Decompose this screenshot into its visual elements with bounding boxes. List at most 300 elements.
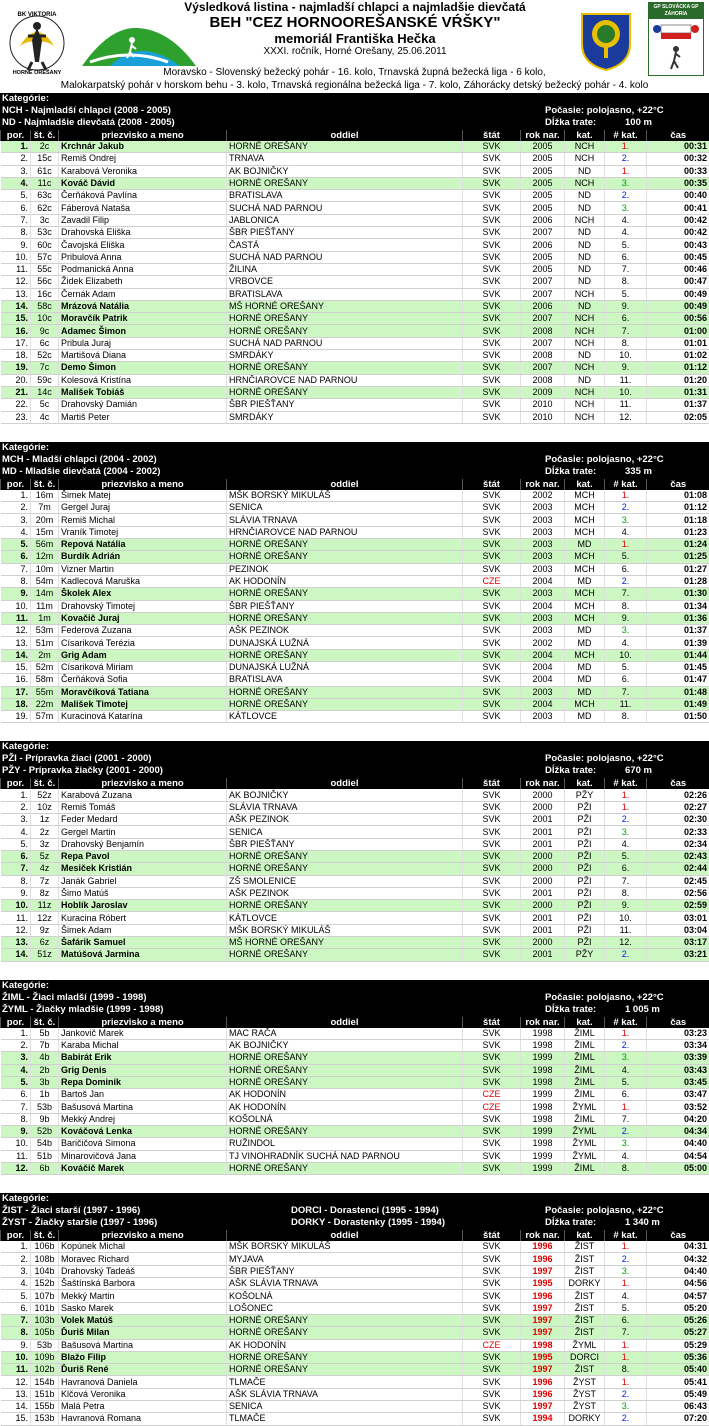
cell-category: ŽIML (565, 1113, 605, 1125)
cell-category: MD (565, 575, 605, 587)
cell-category: MD (565, 637, 605, 649)
cell-category: ŽIST (565, 1327, 605, 1339)
cell-name: Grig Denis (59, 1064, 227, 1076)
cell-time: 02:26 (647, 789, 709, 801)
cell-bib: 54m (31, 575, 59, 587)
cell-name: Šaštínská Barbora (59, 1278, 227, 1290)
cell-time: 01:37 (647, 625, 709, 637)
cell-time: 01:24 (647, 539, 709, 551)
cell-time: 05:41 (647, 1376, 709, 1388)
cell-club: HORNÉ OREŠANY (227, 362, 463, 374)
cell-name: Bašusová Martina (59, 1101, 227, 1113)
table-header-row (1, 1017, 709, 1028)
cell-category-place: 2. (605, 190, 647, 202)
cell-place: 12. (1, 625, 31, 637)
cell-club: HORNÉ OREŠANY (227, 141, 463, 153)
table-row (1, 1302, 709, 1314)
page-header (0, 0, 709, 92)
table-row (1, 649, 709, 661)
category-line-1: ŽIML - Žiaci mladší (1999 - 1998) (2, 992, 147, 1004)
cell-place: 12. (1, 1162, 31, 1174)
cell-time: 04:40 (647, 1265, 709, 1277)
cell-name: Martišová Diana (59, 350, 227, 362)
cell-birth-year: 1999 (521, 1089, 565, 1101)
cell-time: 00:49 (647, 300, 709, 312)
cell-category-place: 5. (605, 1076, 647, 1088)
cell-place: 3. (1, 514, 31, 526)
cell-category-place: 6. (605, 674, 647, 686)
cell-club: MŠ HORNÉ OREŠANY (227, 300, 463, 312)
cell-category: MCH (565, 563, 605, 575)
cell-place: 23. (1, 411, 31, 423)
cell-category: NCH (565, 386, 605, 398)
cell-birth-year: 2006 (521, 214, 565, 226)
cell-category-place: 2. (605, 153, 647, 165)
cell-bib: 8z (31, 887, 59, 899)
table-row (1, 399, 709, 411)
cell-birth-year: 1999 (521, 1126, 565, 1138)
cell-birth-year: 2005 (521, 153, 565, 165)
cell-club: AŠK SLÁVIA TRNAVA (227, 1278, 463, 1290)
cell-country: SVK (463, 313, 521, 325)
cell-country: SVK (463, 514, 521, 526)
cell-place: 8. (1, 875, 31, 887)
cell-time: 01:34 (647, 600, 709, 612)
cell-club: SUCHÁ NAD PARNOU (227, 337, 463, 349)
table-row (1, 239, 709, 251)
results-sections (0, 93, 709, 1426)
table-row (1, 826, 709, 838)
cell-country: SVK (463, 612, 521, 624)
cell-place: 9. (1, 1339, 31, 1351)
table-row (1, 875, 709, 887)
cell-place: 19. (1, 362, 31, 374)
cell-bib: 53b (31, 1101, 59, 1113)
category-line-2: ND - Najmladšie dievčatá (2008 - 2005) (2, 117, 175, 129)
cell-bib: 52c (31, 350, 59, 362)
column-header-bib: št. č. (31, 130, 59, 141)
category-line-2: ŽYST - Žiačky staršie (1997 - 1996) (2, 1217, 157, 1229)
cell-club: RUŽINDOL (227, 1138, 463, 1150)
cell-birth-year: 1998 (521, 1028, 565, 1040)
cell-time: 03:21 (647, 949, 709, 961)
cell-category-place: 11. (605, 399, 647, 411)
cell-club: ČASTÁ (227, 239, 463, 251)
results-table (0, 1017, 709, 1176)
cell-category-place: 2. (605, 502, 647, 514)
cell-category: PŽI (565, 924, 605, 936)
cell-place: 16. (1, 325, 31, 337)
cell-time: 02:33 (647, 826, 709, 838)
cell-birth-year: 2003 (521, 686, 565, 698)
cell-bib: 153b (31, 1413, 59, 1425)
table-row (1, 1150, 709, 1162)
cell-category-place: 6. (605, 563, 647, 575)
cell-name: Šafárik Samuel (59, 937, 227, 949)
cell-name: Černák Adam (59, 288, 227, 300)
cell-birth-year: 2003 (521, 625, 565, 637)
table-row (1, 637, 709, 649)
cell-birth-year: 2002 (521, 490, 565, 502)
cell-time: 03:23 (647, 1028, 709, 1040)
cell-category-place: 9. (605, 900, 647, 912)
cell-category-place: 4. (605, 1150, 647, 1162)
cell-place: 7. (1, 214, 31, 226)
edition-line: XXXI. ročník, Horné Orešany, 25.06.2011 (140, 46, 570, 58)
cell-place: 18. (1, 698, 31, 710)
cell-club: BRATISLAVA (227, 674, 463, 686)
table-row (1, 411, 709, 423)
table-header-row (1, 1230, 709, 1241)
cell-category-place: 2. (605, 949, 647, 961)
cell-category-place: 3. (605, 1052, 647, 1064)
cell-country: SVK (463, 698, 521, 710)
cell-bib: 1m (31, 612, 59, 624)
cell-club: HORNÉ OREŠANY (227, 1162, 463, 1174)
cell-club: HRNČIAROVCE NAD PARNOU (227, 374, 463, 386)
cell-place: 6. (1, 202, 31, 214)
cell-place: 5. (1, 1076, 31, 1088)
cell-country: SVK (463, 649, 521, 661)
cell-country: SVK (463, 887, 521, 899)
cell-category-place: 5. (605, 661, 647, 673)
cell-place: 8. (1, 575, 31, 587)
cell-club: TLMAČE (227, 1413, 463, 1425)
cell-birth-year: 2001 (521, 887, 565, 899)
cell-country: SVK (463, 686, 521, 698)
cell-bib: 61c (31, 165, 59, 177)
cell-category-place: 12. (605, 937, 647, 949)
cell-category: NCH (565, 325, 605, 337)
cell-place: 4. (1, 177, 31, 189)
cell-bib: 4z (31, 863, 59, 875)
cell-birth-year: 2008 (521, 325, 565, 337)
cell-bib: 60c (31, 239, 59, 251)
cell-time: 00:49 (647, 288, 709, 300)
cell-category-place: 4. (605, 637, 647, 649)
cell-category: PŽI (565, 850, 605, 862)
cell-birth-year: 1998 (521, 1339, 565, 1351)
cell-time: 01:39 (647, 637, 709, 649)
column-header-club: oddiel (227, 479, 463, 490)
cell-time: 03:43 (647, 1064, 709, 1076)
cell-bib: 4b (31, 1052, 59, 1064)
cell-time: 01:50 (647, 711, 709, 723)
cell-name: Karabová Veronika (59, 165, 227, 177)
cell-birth-year: 2007 (521, 362, 565, 374)
cell-name: Čerňáková Pavlína (59, 190, 227, 202)
column-header-time: čas (647, 479, 709, 490)
table-row (1, 227, 709, 239)
cell-birth-year: 2004 (521, 661, 565, 673)
cell-place: 1. (1, 1241, 31, 1253)
cell-club: HORNÉ OREŠANY (227, 1351, 463, 1363)
cell-bib: 105b (31, 1327, 59, 1339)
table-row (1, 900, 709, 912)
table-row (1, 1327, 709, 1339)
cell-country: SVK (463, 141, 521, 153)
cell-category: MCH (565, 600, 605, 612)
cell-country: SVK (463, 789, 521, 801)
cell-birth-year: 2005 (521, 263, 565, 275)
cell-category: NCH (565, 399, 605, 411)
cell-birth-year: 2006 (521, 239, 565, 251)
cell-category-place: 6. (605, 313, 647, 325)
cell-club: AŠK SLÁVIA TRNAVA (227, 1388, 463, 1400)
distance-label: Dĺžka trate: (545, 765, 596, 777)
cell-place: 10. (1, 600, 31, 612)
cell-category: ŽYST (565, 1401, 605, 1413)
category-label: Kategórie: (2, 980, 49, 992)
cell-name: Čavojská Eliška (59, 239, 227, 251)
cell-club: AK HODONÍN (227, 1089, 463, 1101)
cell-bib: 53m (31, 625, 59, 637)
cell-birth-year: 2005 (521, 165, 565, 177)
cell-time: 00:32 (647, 153, 709, 165)
cell-club: ŽILINA (227, 263, 463, 275)
cell-place: 11. (1, 1364, 31, 1376)
cell-country: SVK (463, 362, 521, 374)
cell-time: 01:18 (647, 514, 709, 526)
cell-country: SVK (463, 1138, 521, 1150)
cell-club: MAC RAČA (227, 1028, 463, 1040)
cell-place: 13. (1, 288, 31, 300)
cell-club: SENICA (227, 826, 463, 838)
cell-place: 15. (1, 661, 31, 673)
cell-birth-year: 1996 (521, 1376, 565, 1388)
column-header-place: por. (1, 778, 31, 789)
table-row (1, 251, 709, 263)
cell-bib: 12z (31, 912, 59, 924)
cell-category-place: 1. (605, 801, 647, 813)
cell-birth-year: 2006 (521, 300, 565, 312)
cell-birth-year: 2004 (521, 649, 565, 661)
cell-place: 3. (1, 814, 31, 826)
cell-birth-year: 1999 (521, 1150, 565, 1162)
cell-category-place: 3. (605, 177, 647, 189)
cell-category: ND (565, 350, 605, 362)
cell-time: 01:30 (647, 588, 709, 600)
cell-name: Karabová Zuzana (59, 789, 227, 801)
cell-club: MŠK BORSKÝ MIKULÁŠ (227, 924, 463, 936)
cell-country: SVK (463, 1327, 521, 1339)
column-header-club: oddiel (227, 778, 463, 789)
cell-birth-year: 2003 (521, 588, 565, 600)
table-header-row (1, 778, 709, 789)
cell-birth-year: 2003 (521, 711, 565, 723)
cell-country: SVK (463, 288, 521, 300)
cell-place: 9. (1, 239, 31, 251)
cell-birth-year: 2003 (521, 514, 565, 526)
cell-country: SVK (463, 1290, 521, 1302)
column-header-name: priezvisko a meno (59, 130, 227, 141)
cell-name: Pribulová Anna (59, 251, 227, 263)
table-row (1, 949, 709, 961)
category-line-2: PŽY - Prípravka žiačky (2001 - 2000) (2, 765, 163, 777)
cell-category: ND (565, 300, 605, 312)
table-row (1, 386, 709, 398)
cell-bib: 63c (31, 190, 59, 202)
cell-country: SVK (463, 600, 521, 612)
cell-club: KÁTLOVCE (227, 912, 463, 924)
cell-club: MYJAVA (227, 1253, 463, 1265)
cell-name: Krchnár Jakub (59, 141, 227, 153)
column-header-category-place: # kat. (605, 479, 647, 490)
cell-category-place: 2. (605, 1126, 647, 1138)
cell-place: 21. (1, 386, 31, 398)
column-header-name: priezvisko a meno (59, 479, 227, 490)
cell-place: 6. (1, 1302, 31, 1314)
coat-of-arms (578, 10, 634, 72)
category-label: Kategórie: (2, 93, 49, 105)
cell-place: 4. (1, 826, 31, 838)
cell-birth-year: 2001 (521, 826, 565, 838)
cell-club: DUNAJSKÁ LUŽNÁ (227, 637, 463, 649)
results-section (0, 1193, 709, 1425)
cell-category-place: 1. (605, 1351, 647, 1363)
cell-category: ŽIML (565, 1052, 605, 1064)
column-header-place: por. (1, 130, 31, 141)
cell-name: Vraník Timotej (59, 526, 227, 538)
cell-bib: 1b (31, 1089, 59, 1101)
table-row (1, 1413, 709, 1425)
cell-category-place: 5. (605, 1302, 647, 1314)
cell-country: SVK (463, 350, 521, 362)
results-table (0, 778, 709, 961)
cell-category: PŽI (565, 875, 605, 887)
cell-birth-year: 2002 (521, 637, 565, 649)
table-row (1, 686, 709, 698)
cell-category-place: 2. (605, 814, 647, 826)
cell-birth-year: 1996 (521, 1388, 565, 1400)
table-row (1, 789, 709, 801)
cell-birth-year: 2008 (521, 374, 565, 386)
cell-time: 03:04 (647, 924, 709, 936)
cell-time: 02:56 (647, 887, 709, 899)
table-row (1, 202, 709, 214)
cell-category: ŽYML (565, 1138, 605, 1150)
cell-bib: 54b (31, 1138, 59, 1150)
column-header-country: štát (463, 1017, 521, 1028)
cell-category: PŽY (565, 949, 605, 961)
table-row (1, 1028, 709, 1040)
table-row (1, 374, 709, 386)
cell-category-place: 7. (605, 1113, 647, 1125)
table-row (1, 350, 709, 362)
cell-name: Moravčíková Tatiana (59, 686, 227, 698)
cell-country: SVK (463, 227, 521, 239)
column-header-place: por. (1, 1230, 31, 1241)
cell-time: 04:54 (647, 1150, 709, 1162)
cell-place: 17. (1, 337, 31, 349)
cell-bib: 51z (31, 949, 59, 961)
cell-country: SVK (463, 801, 521, 813)
distance-value: 100 m (625, 117, 652, 129)
cell-bib: 2z (31, 826, 59, 838)
cell-bib: 7c (31, 362, 59, 374)
cell-birth-year: 2000 (521, 875, 565, 887)
results-section (0, 93, 709, 424)
cell-time: 00:35 (647, 177, 709, 189)
table-row (1, 711, 709, 723)
table-row (1, 698, 709, 710)
column-header-bib: št. č. (31, 1230, 59, 1241)
column-header-category-place: # kat. (605, 1017, 647, 1028)
cell-name: Kadlecová Maruška (59, 575, 227, 587)
cell-place: 12. (1, 924, 31, 936)
cell-category-place: 3. (605, 1138, 647, 1150)
cell-place: 10. (1, 1138, 31, 1150)
cell-name: Císariková Miriam (59, 661, 227, 673)
cell-place: 1. (1, 789, 31, 801)
cell-category-place: 5. (605, 239, 647, 251)
cell-time: 01:23 (647, 526, 709, 538)
table-row (1, 514, 709, 526)
table-row (1, 337, 709, 349)
cell-name: Volek Matúš (59, 1314, 227, 1326)
cell-category: MD (565, 674, 605, 686)
cell-category: PŽI (565, 838, 605, 850)
cell-place: 5. (1, 539, 31, 551)
cell-category: MCH (565, 551, 605, 563)
cell-place: 3. (1, 1265, 31, 1277)
cell-category: ND (565, 202, 605, 214)
table-row (1, 539, 709, 551)
cell-category: ŽYST (565, 1376, 605, 1388)
cell-place: 10. (1, 1351, 31, 1363)
column-header-category: kat. (565, 778, 605, 789)
cell-category: ŽIST (565, 1265, 605, 1277)
cell-club: HORNÉ OREŠANY (227, 1314, 463, 1326)
cell-bib: 5c (31, 399, 59, 411)
cell-time: 00:40 (647, 190, 709, 202)
cell-time: 07:20 (647, 1413, 709, 1425)
cell-category-place: 8. (605, 1162, 647, 1174)
cell-category: DORCI (565, 1351, 605, 1363)
table-row (1, 153, 709, 165)
cell-name: Vizner Martin (59, 563, 227, 575)
cell-category: DORKY (565, 1413, 605, 1425)
table-row (1, 612, 709, 624)
cell-time: 03:47 (647, 1089, 709, 1101)
cell-bib: 4c (31, 411, 59, 423)
cell-category-place: 3. (605, 826, 647, 838)
cell-bib: 5z (31, 850, 59, 862)
cell-club: HORNÉ OREŠANY (227, 539, 463, 551)
cell-bib: 16c (31, 288, 59, 300)
column-header-name: priezvisko a meno (59, 778, 227, 789)
cell-club: MŠ HORNÉ OREŠANY (227, 937, 463, 949)
cell-place: 7. (1, 1314, 31, 1326)
cell-category-place: 1. (605, 1241, 647, 1253)
table-row (1, 1314, 709, 1326)
cell-birth-year: 1997 (521, 1314, 565, 1326)
cell-birth-year: 1996 (521, 1241, 565, 1253)
cell-country: SVK (463, 374, 521, 386)
cell-name: Císariková Terézia (59, 637, 227, 649)
cell-birth-year: 1995 (521, 1351, 565, 1363)
cell-bib: 15m (31, 526, 59, 538)
cell-bib: 62c (31, 202, 59, 214)
cell-time: 02:34 (647, 838, 709, 850)
cell-club: TRNAVA (227, 153, 463, 165)
cell-club: AŠK PEZINOK (227, 887, 463, 899)
cell-name: Kovačič Juraj (59, 612, 227, 624)
category-label: Kategórie: (2, 741, 49, 753)
cell-country: SVK (463, 637, 521, 649)
cell-category: MCH (565, 514, 605, 526)
cell-club: AK HODONÍN (227, 575, 463, 587)
